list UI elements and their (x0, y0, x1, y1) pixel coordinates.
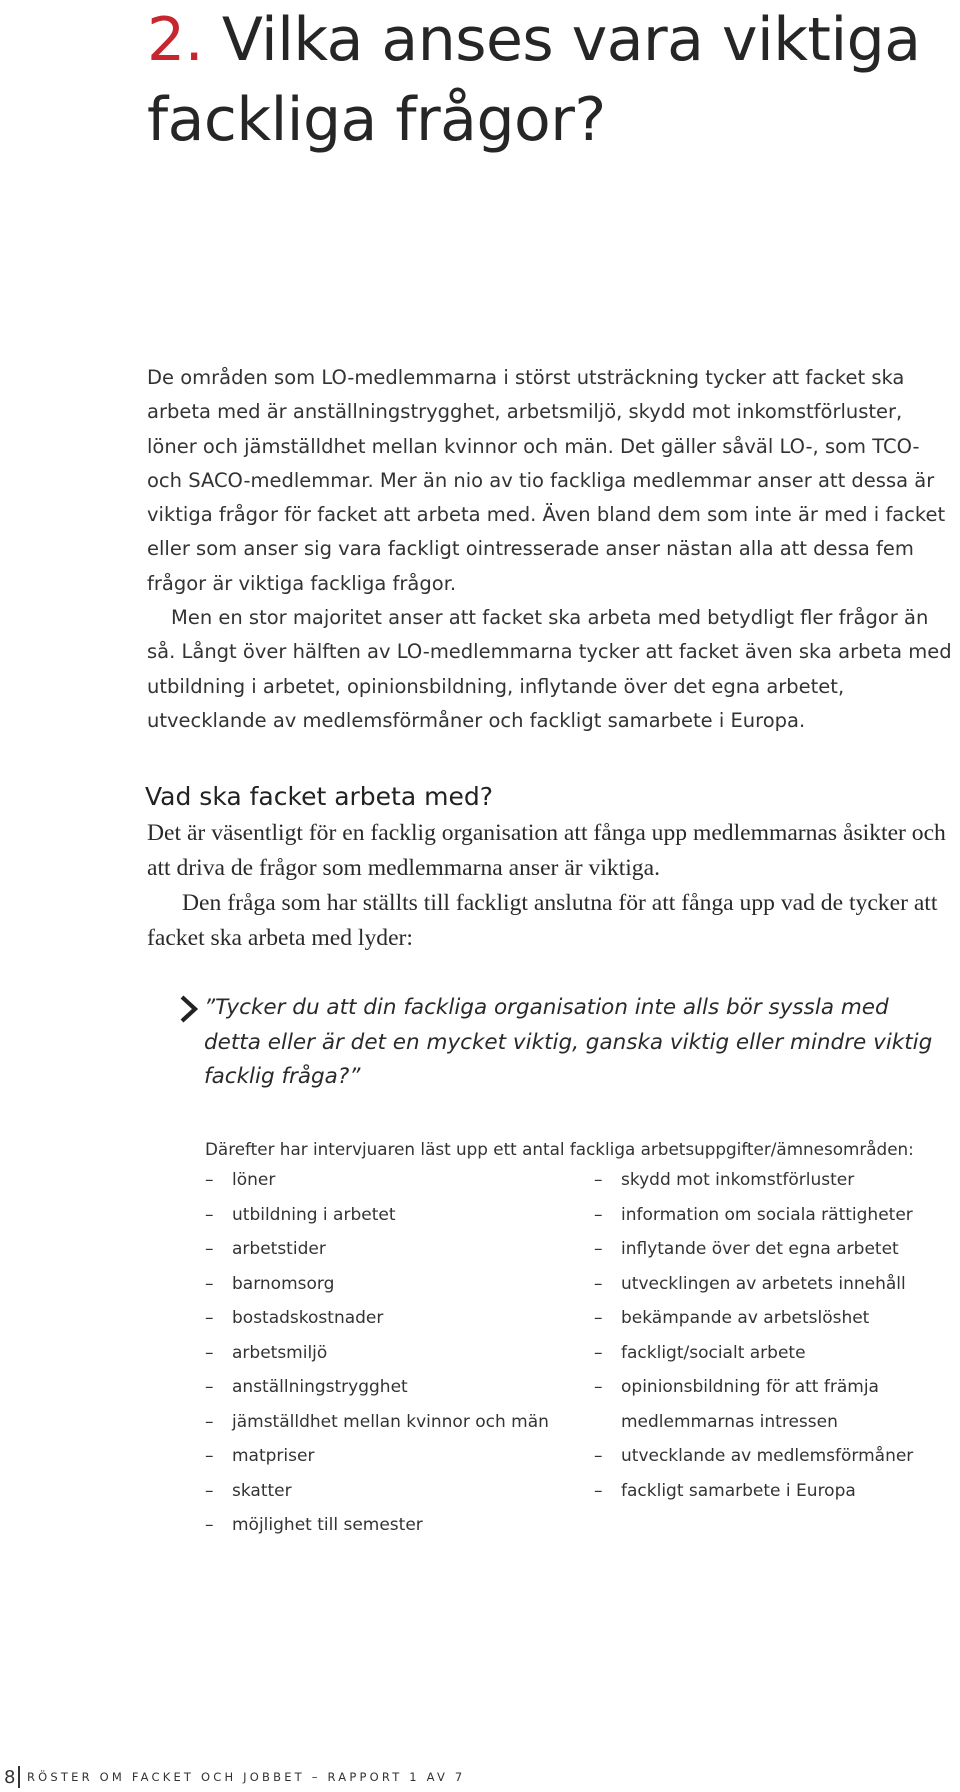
list-dash: – (205, 1273, 214, 1294)
list-item-label: skatter (232, 1480, 292, 1501)
list-item (205, 1267, 545, 1302)
list-item-label: information om sociala rättigheter (621, 1204, 913, 1225)
list-dash: – (594, 1170, 603, 1190)
list-dash: – (594, 1342, 603, 1363)
list-item (205, 1198, 545, 1233)
topic-list-right (594, 1163, 954, 1508)
list-item (205, 1232, 545, 1267)
list-item-label: utbildning i arbetet (232, 1204, 396, 1225)
list-item (594, 1405, 954, 1440)
list-item (594, 1370, 954, 1405)
page-title (147, 0, 947, 160)
list-item (205, 1508, 545, 1543)
list-dash: – (205, 1308, 214, 1328)
list-item-label: fackligt/socialt arbete (621, 1342, 806, 1363)
list-item (594, 1439, 954, 1474)
list-item-label: bekämpande av arbetslöshet (621, 1308, 870, 1328)
list-item-label: inflytande över det egna arbetet (621, 1239, 899, 1259)
list-item (594, 1301, 954, 1336)
list-item (205, 1439, 545, 1474)
list-dash: – (205, 1342, 214, 1363)
list-item-label: jämställdhet mellan kvinnor och män (232, 1411, 549, 1432)
list-item-label: arbetsmiljö (232, 1342, 328, 1363)
list-item-label: matpriser (232, 1446, 315, 1466)
list-item-label: barnomsorg (232, 1273, 335, 1294)
list-dash: – (205, 1411, 214, 1432)
list-item-label: löner (232, 1170, 276, 1190)
intro-paragraph-2: Men en stor majoritet anser att facket ska arbeta med betydligt fler frågor än så. Långt över hälften av LO-medlemmarna tycker att facket även ska arbeta med utbildning i arbetet, opinionsbildning, inflytande över det egna arbetet, utvecklande av medlemsförmåner och fackligt samarbete i Europa. (147, 606, 952, 732)
list-item-label: opinionsbildning för att främja (621, 1377, 879, 1397)
intro-paragraph-1: De områden som LO-medlemmarna i störst utsträckning tycker att facket ska arbeta med är anställningstrygghet, arbetsmiljö, skydd mot inkomstförluster, löner och jämställdhet mellan kvinnor och män. Det gäller såväl LO-, som TCO- och SACO-medlemmar. Mer än nio av tio fackliga medlemmar anser att dessa är viktiga frågor för facket att arbeta med. Även bland dem som inte är med i facket eller som anser sig vara fackligt ointresserade anser nästan alla att dessa fem frågor är viktiga fackliga frågor. (147, 366, 946, 595)
page-footer (0, 1766, 465, 1788)
list-item (205, 1370, 545, 1405)
chevron-right-icon (178, 994, 200, 1024)
running-title: RÖSTER OM FACKET OCH JOBBET – RAPPORT 1 AV 7 (26, 1770, 466, 1784)
section-paragraph-2: Den fråga som har ställts till fackligt anslutna för att fånga upp vad de tycker att facket ska arbeta med lyder: (147, 890, 938, 951)
list-item-label: bostadskostnader (232, 1308, 384, 1328)
list-item (594, 1267, 954, 1302)
list-dash: – (594, 1446, 603, 1466)
list-item-label: anställningstrygghet (232, 1377, 408, 1397)
list-dash: – (594, 1308, 603, 1328)
list-dash: – (205, 1446, 214, 1466)
title-line-1: Vilka anses vara viktiga (221, 5, 921, 75)
list-item-label: skydd mot inkomstförluster (621, 1170, 855, 1190)
list-dash: – (594, 1204, 603, 1225)
section-heading: Vad ska facket arbeta med? (145, 782, 493, 811)
list-dash: – (205, 1204, 214, 1225)
list-dash: – (205, 1480, 214, 1501)
list-item-label: utvecklande av medlemsförmåner (621, 1446, 914, 1466)
list-dash: – (594, 1239, 603, 1259)
list-dash: – (205, 1170, 214, 1190)
list-dash: – (205, 1515, 214, 1535)
footer-divider (18, 1766, 20, 1788)
list-dash: – (594, 1480, 603, 1501)
list-item (205, 1474, 545, 1509)
list-item (205, 1336, 545, 1371)
list-item-label: möjlighet till semester (232, 1515, 423, 1535)
list-item (594, 1232, 954, 1267)
list-item-label: medlemmarnas intressen (621, 1411, 838, 1432)
list-dash: – (205, 1239, 214, 1259)
list-item (594, 1336, 954, 1371)
section-paragraph-1: Det är väsentligt för en facklig organisation att fånga upp medlemmarnas åsikter och att driva de frågor som medlemmarna anser är viktiga. (147, 820, 946, 881)
survey-question-quote: ”Tycker du att din fackliga organisation inte alls bör syssla med detta eller är det en mycket viktig, ganska viktig eller mindre viktig facklig fråga?” (204, 995, 933, 1089)
list-dash: – (594, 1377, 603, 1397)
list-dash: – (594, 1273, 603, 1294)
list-item-label: arbetstider (232, 1239, 326, 1259)
section-body (147, 816, 955, 956)
list-dash (594, 1405, 621, 1440)
title-line-2: fackliga frågor? (147, 85, 606, 155)
list-item-label: fackligt samarbete i Europa (621, 1480, 856, 1501)
list-item (205, 1301, 545, 1336)
list-item (205, 1405, 549, 1440)
intro-text (147, 361, 955, 738)
list-item (594, 1198, 954, 1233)
list-dash: – (205, 1377, 214, 1397)
list-item (205, 1163, 545, 1198)
chapter-number: 2. (147, 5, 204, 75)
page-number: 8 (4, 1766, 16, 1788)
list-item-label: utvecklingen av arbetets innehåll (621, 1273, 906, 1294)
list-item (594, 1474, 954, 1509)
topic-list-left (205, 1163, 549, 1543)
list-item (594, 1163, 954, 1198)
list-intro: Därefter har intervjuaren läst upp ett antal fackliga arbetsuppgifter/ämnesområden: (205, 1139, 914, 1159)
